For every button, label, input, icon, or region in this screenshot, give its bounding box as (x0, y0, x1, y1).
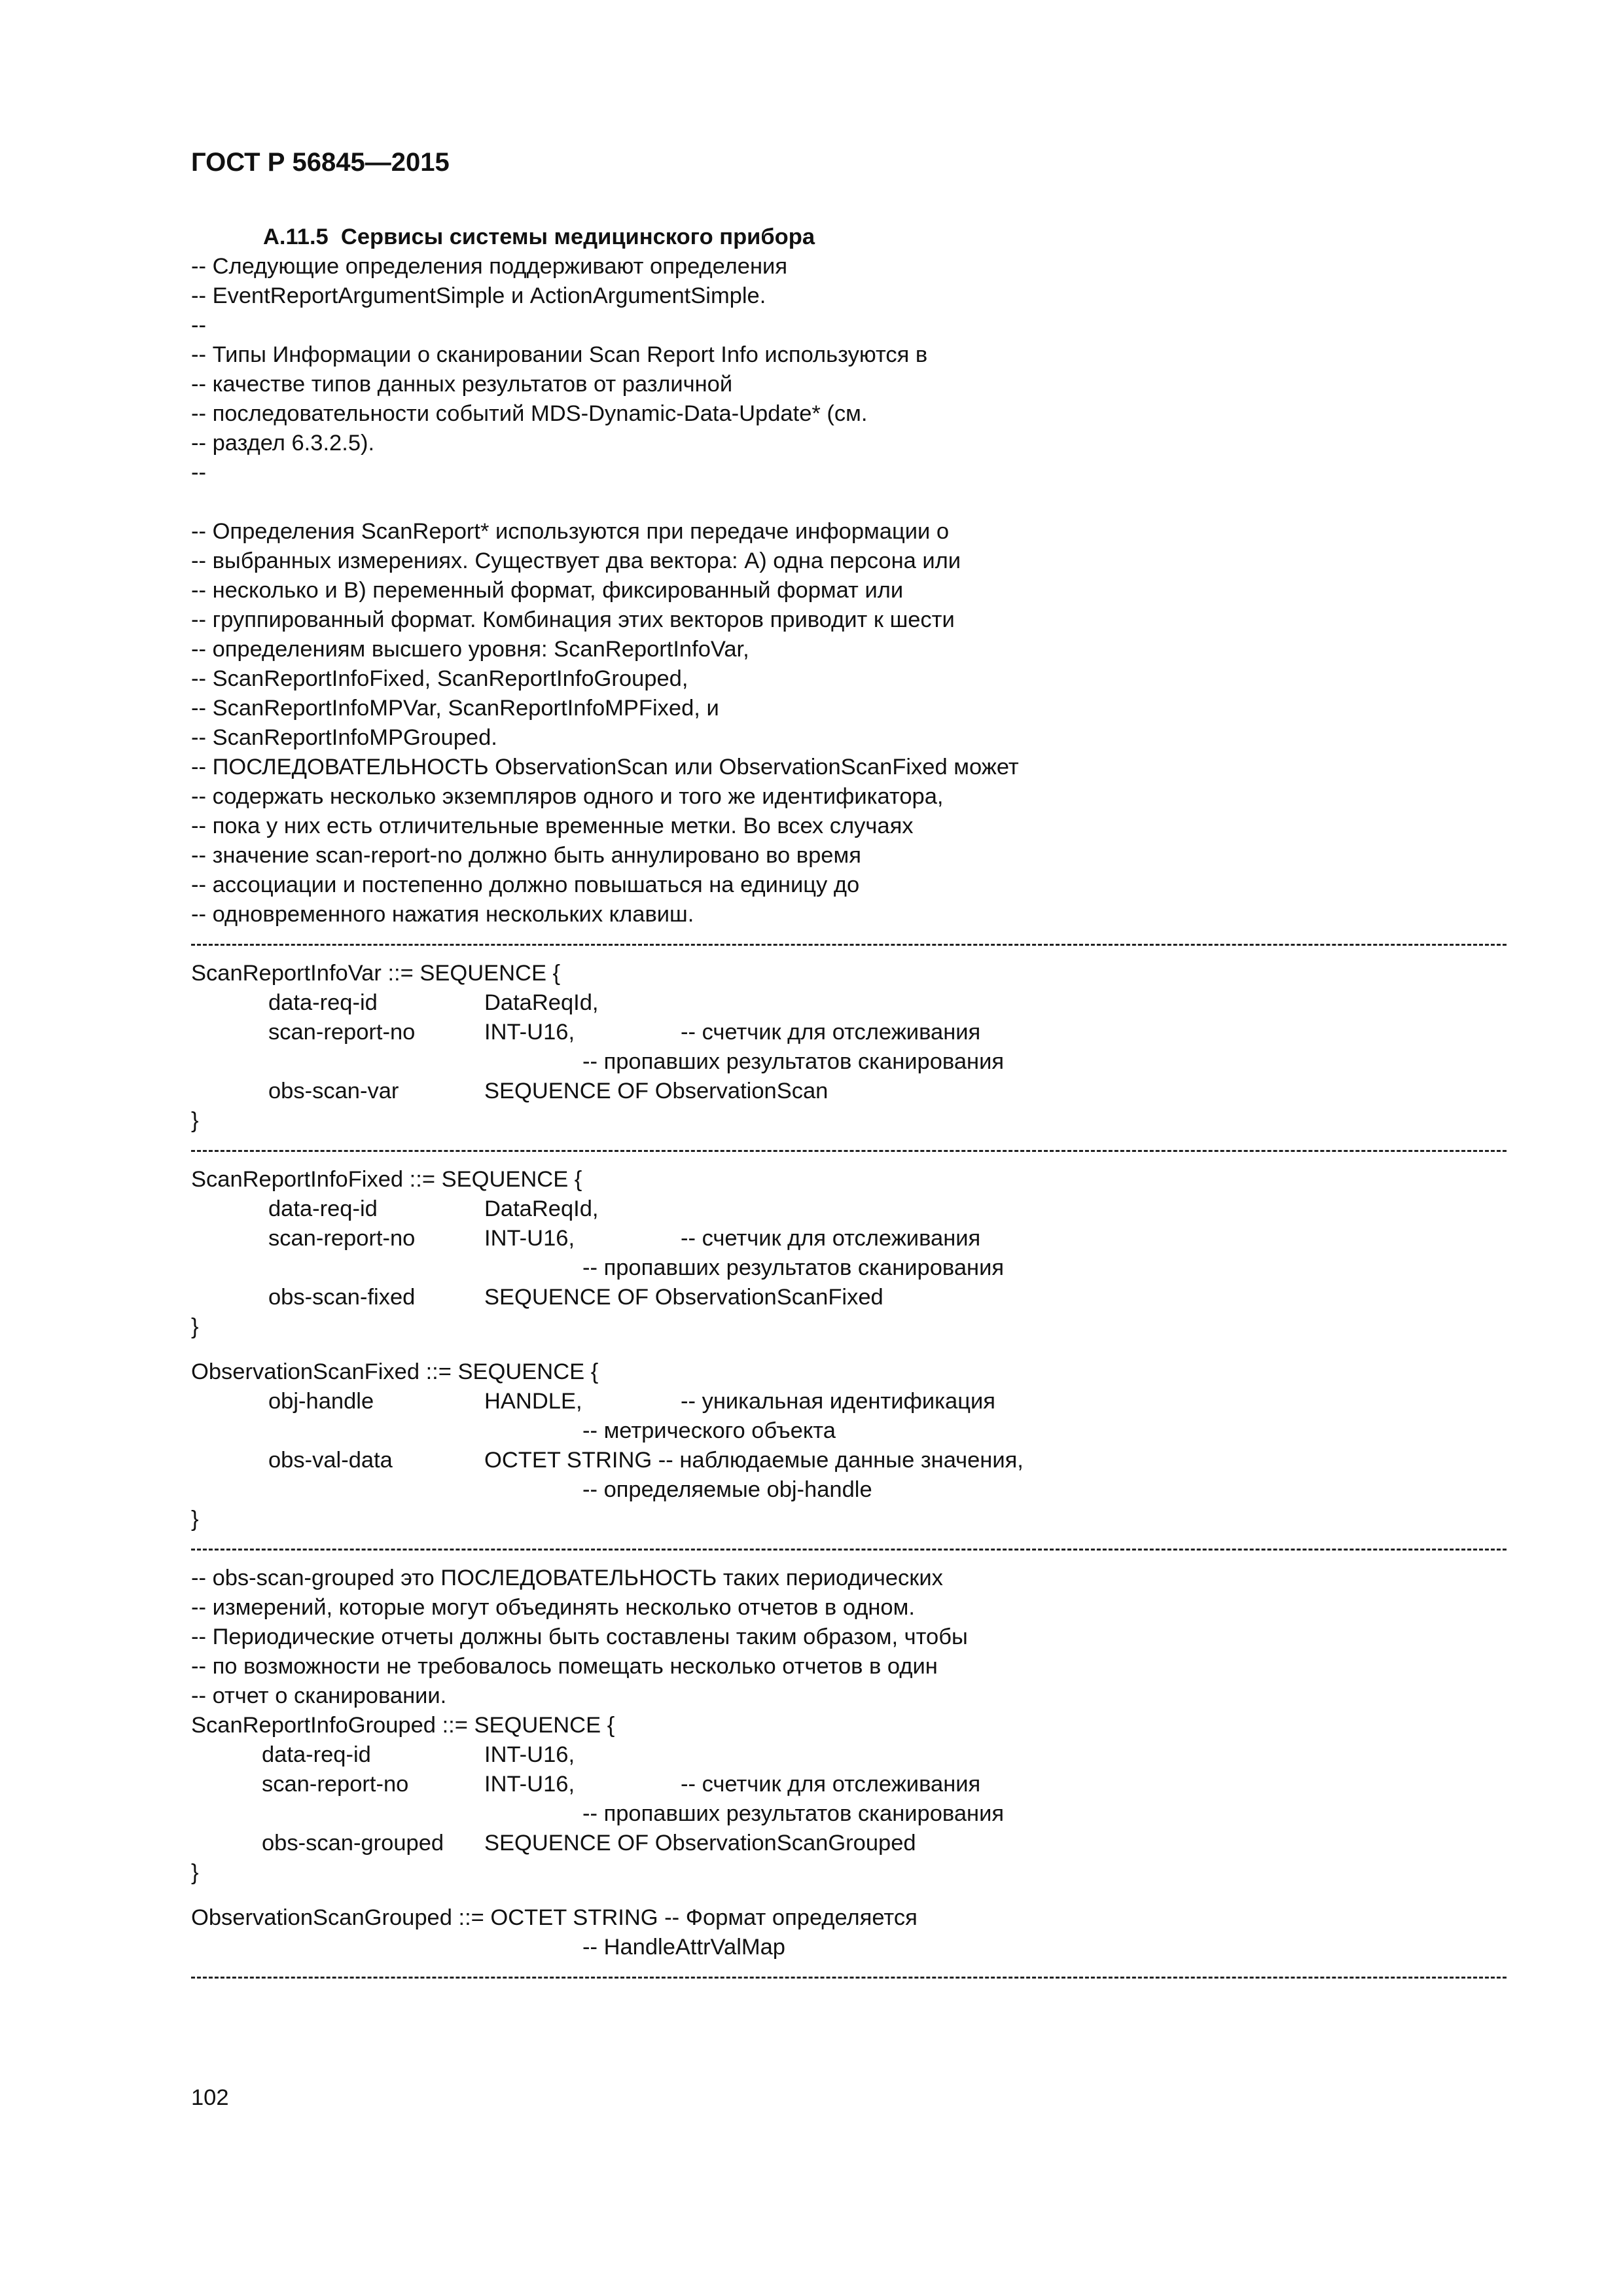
field-row (191, 988, 1507, 1018)
field-row (191, 1018, 1507, 1047)
field-row (191, 1829, 1507, 1858)
comment-line: -- (191, 313, 206, 338)
field-name: data-req-id (268, 1196, 378, 1221)
comment-continuation (191, 1933, 1507, 1962)
grouped-comment (191, 1564, 1507, 1711)
comment-continuation (191, 1253, 1507, 1283)
field-type: SEQUENCE OF ObservationScanFixed (484, 1285, 883, 1310)
field-name: data-req-id (268, 990, 378, 1015)
comment-line: -- EventReportArgumentSimple и ActionArgumentSimple. (191, 283, 766, 308)
field-name: scan-report-no (268, 1226, 416, 1251)
intro-comment (191, 252, 1507, 488)
field-comment: -- счетчик для отслеживания (681, 1226, 981, 1251)
dashed-separator (191, 1136, 1507, 1165)
comment-line: -- содержать несколько экземпляров одного и того же идентификатора, (191, 784, 944, 809)
field-type: INT-U16, (484, 1226, 575, 1251)
field-row (191, 1770, 1507, 1799)
comment-line: -- ScanReportInfoFixed, ScanReportInfoGrouped, (191, 666, 688, 691)
field-type: SEQUENCE OF ObservationScan (484, 1079, 829, 1103)
blank-line (191, 488, 1507, 517)
field-name: obs-val-data (268, 1448, 393, 1473)
comment-line: -- качестве типов данных результатов от различной (191, 372, 733, 397)
field-type: DataReqId, (484, 990, 599, 1015)
definition-head: ScanReportInfoGrouped ::= SEQUENCE { (191, 1713, 615, 1738)
field-comment: -- счетчик для отслеживания (681, 1772, 981, 1797)
field-row (191, 1077, 1507, 1106)
comment-line: -- значение scan-report-no должно быть аннулировано во время (191, 843, 861, 868)
field-row (191, 1283, 1507, 1312)
document-header: ГОСТ Р 56845—2015 (191, 148, 450, 177)
comment-line: -- Определения ScanReport* используются при передаче информации о (191, 519, 950, 544)
field-comment: -- пропавших результатов сканирования (582, 1049, 1005, 1074)
comment-line: -- измерений, которые могут объединять несколько отчетов в одном. (191, 1595, 915, 1620)
scan-report-info-grouped-block (191, 1711, 1507, 1888)
scan-report-info-fixed-block (191, 1165, 1507, 1342)
scan-report-info-var-block (191, 959, 1507, 1136)
field-type: INT-U16, (484, 1742, 575, 1767)
comment-continuation (191, 1047, 1507, 1077)
comment-line: -- по возможности не требовалось помещать несколько отчетов в один (191, 1654, 938, 1679)
field-row (191, 1446, 1507, 1475)
field-type: DataReqId, (484, 1196, 599, 1221)
page-content (191, 223, 1507, 1992)
field-comment: -- пропавших результатов сканирования (582, 1255, 1005, 1280)
comment-line: -- ПОСЛЕДОВАТЕЛЬНОСТЬ ObservationScan или ObservationScanFixed может (191, 755, 1019, 780)
field-name: data-req-id (262, 1742, 371, 1767)
field-name: obs-scan-grouped (262, 1831, 444, 1856)
observation-scan-grouped-block (191, 1903, 1507, 1962)
field-row (191, 1387, 1507, 1416)
definition-head: ScanReportInfoFixed ::= SEQUENCE { (191, 1167, 582, 1192)
comment-line: -- одновременного нажатия нескольких клавиш. (191, 902, 694, 927)
field-comment: -- определяемые obj-handle (582, 1477, 872, 1502)
field-comment: -- метрического объекта (582, 1418, 836, 1443)
definition-head: ObservationScanFixed ::= SEQUENCE { (191, 1359, 599, 1384)
field-row (191, 1740, 1507, 1770)
field-type: OCTET STRING -- наблюдаемые данные значения, (484, 1448, 1024, 1473)
field-name: obs-scan-fixed (268, 1285, 416, 1310)
dashed-separator (191, 1962, 1507, 1992)
field-comment: -- уникальная идентификация (681, 1389, 995, 1414)
dashed-separator (191, 1534, 1507, 1564)
field-comment: -- счетчик для отслеживания (681, 1020, 981, 1045)
comment-continuation (191, 1799, 1507, 1829)
field-name: obj-handle (268, 1389, 374, 1414)
comment-continuation (191, 1475, 1507, 1505)
comment-line: -- несколько и В) переменный формат, фиксированный формат или (191, 578, 904, 603)
comment-line: -- (191, 460, 206, 485)
field-comment: -- HandleAttrValMap (582, 1935, 785, 1960)
comment-line: -- выбранных измерениях. Существует два вектора: А) одна персона или (191, 548, 961, 573)
closing-brace: } (191, 1860, 199, 1885)
comment-line: -- определениям высшего уровня: ScanReportInfoVar, (191, 637, 749, 662)
comment-line: -- obs-scan-grouped это ПОСЛЕДОВАТЕЛЬНОСТЬ таких периодических (191, 1566, 943, 1590)
comment-line: -- последовательности событий MDS-Dynamic-Data-Update* (см. (191, 401, 868, 426)
field-type: INT-U16, (484, 1772, 575, 1797)
field-name: scan-report-no (262, 1772, 409, 1797)
comment-line: -- Типы Информации о сканировании Scan Report Info используются в (191, 342, 928, 367)
comment-line: -- группированный формат. Комбинация этих векторов приводит к шести (191, 607, 955, 632)
comment-line: -- отчет о сканировании. (191, 1683, 447, 1708)
comment-line: -- пока у них есть отличительные временные метки. Во всех случаях (191, 814, 914, 838)
closing-brace: } (191, 1507, 199, 1532)
section-heading: А.11.5 Сервисы системы медицинского прибора (263, 224, 815, 249)
dashed-separator (191, 929, 1507, 959)
definition-head: ObservationScanGrouped ::= OCTET STRING -- Формат определяется (191, 1905, 918, 1930)
definition-head: ScanReportInfoVar ::= SEQUENCE { (191, 961, 561, 986)
comment-continuation (191, 1416, 1507, 1446)
closing-brace: } (191, 1108, 199, 1133)
field-type: SEQUENCE OF ObservationScanGrouped (484, 1831, 916, 1856)
comment-line: -- ScanReportInfoMPVar, ScanReportInfoMPFixed, и (191, 696, 719, 721)
field-type: HANDLE, (484, 1389, 582, 1414)
comment-line: -- ассоциации и постепенно должно повышаться на единицу до (191, 872, 860, 897)
page-number: 102 (191, 2085, 229, 2110)
scanreport-comment (191, 517, 1507, 929)
spacer (191, 1888, 1507, 1903)
field-row (191, 1194, 1507, 1224)
comment-line: -- Периодические отчеты должны быть составлены таким образом, чтобы (191, 1624, 968, 1649)
observation-scan-fixed-block (191, 1357, 1507, 1534)
spacer (191, 1342, 1507, 1357)
comment-line: -- ScanReportInfoMPGrouped. (191, 725, 497, 750)
closing-brace: } (191, 1314, 199, 1339)
comment-line: -- Следующие определения поддерживают определения (191, 254, 787, 279)
field-comment: -- пропавших результатов сканирования (582, 1801, 1005, 1826)
field-type: INT-U16, (484, 1020, 575, 1045)
field-name: obs-scan-var (268, 1079, 399, 1103)
comment-line: -- раздел 6.3.2.5). (191, 431, 375, 456)
field-row (191, 1224, 1507, 1253)
field-name: scan-report-no (268, 1020, 416, 1045)
